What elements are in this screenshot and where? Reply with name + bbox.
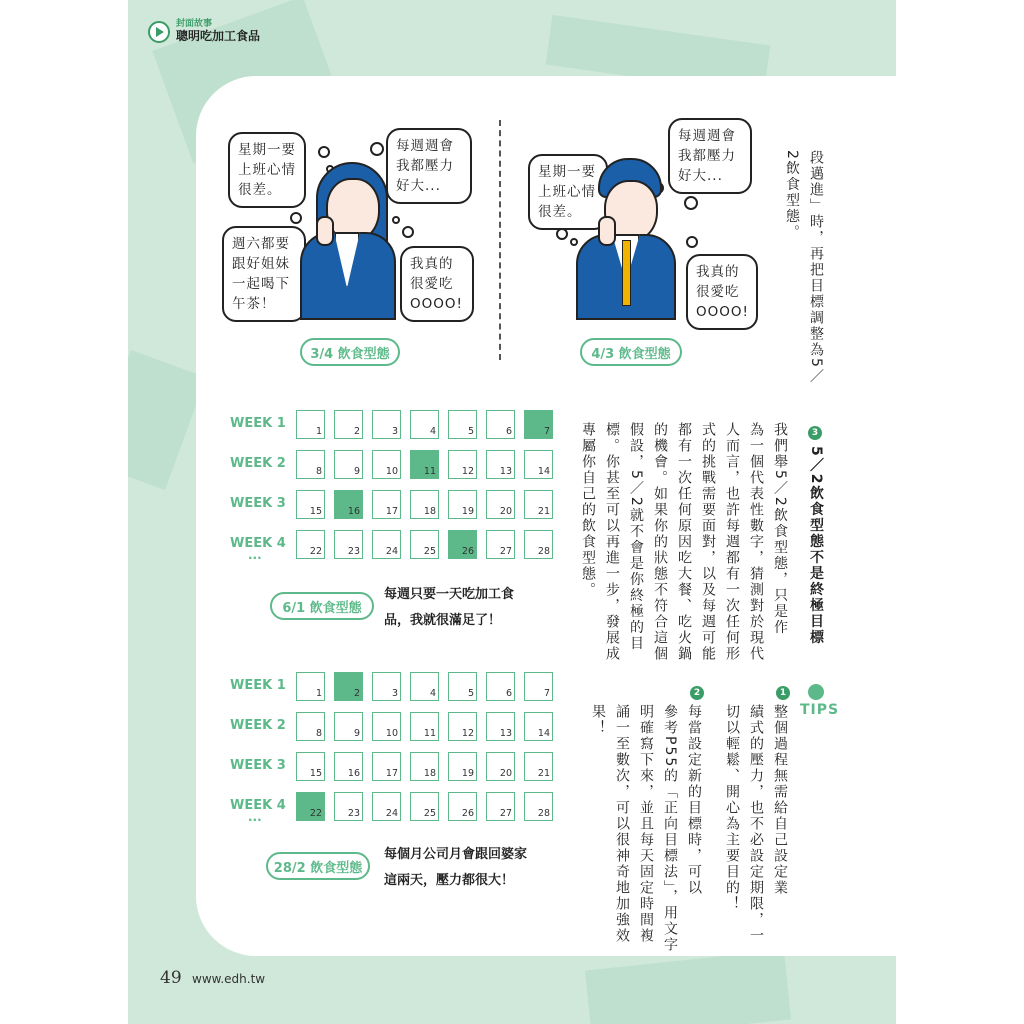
body-text-column: 績式的壓力，也不必設定期限，一 [748, 704, 764, 944]
calendar-day-cell [448, 712, 477, 741]
thought-dot [402, 226, 414, 238]
tips-icon [808, 684, 824, 700]
section-header [148, 20, 260, 43]
day-number: 4 [429, 688, 436, 699]
thought-dot [684, 196, 698, 210]
day-number: 6 [505, 688, 512, 699]
thought-dot [318, 146, 330, 158]
calendar-day-cell [524, 672, 553, 701]
thought-bubble: 每週週會 我都壓力 好大... [386, 128, 472, 204]
week-label: WEEK 1 [230, 416, 286, 431]
footer-url: www.edh.tw [192, 972, 266, 986]
calendar-day-cell [334, 450, 363, 479]
calendar-day-cell [448, 752, 477, 781]
day-number: 1 [315, 688, 322, 699]
week-ellipsis: ... [248, 548, 262, 562]
decor-shape [128, 350, 206, 490]
calendar-day-cell [486, 410, 515, 439]
point-title: 5／2飲食型態不是終極目標 [808, 446, 824, 646]
thought-bubble: 星期一要 上班心情 很差。 [228, 132, 306, 208]
pill-4-3: 4/3 飲食型態 [580, 338, 682, 366]
body-text-column: 人而言，也許每週都有一次任何形 [724, 422, 740, 662]
calendar-day-cell [448, 672, 477, 701]
body-text-column: 段邁進」時，再把目標調整為5／ [808, 150, 824, 385]
day-number: 12 [461, 728, 474, 739]
week-label: WEEK 2 [230, 718, 286, 733]
day-number: 10 [385, 466, 398, 477]
day-number: 15 [309, 768, 322, 779]
day-number: 20 [499, 506, 512, 517]
week-label: WEEK 3 [230, 758, 286, 773]
week-ellipsis: ... [248, 810, 262, 824]
calendar-day-cell [448, 450, 477, 479]
calendar-day-cell [372, 490, 401, 519]
body-text-column: 為一個代表性數字，猜測對於現代 [748, 422, 764, 662]
body-text-column: 2飲食型態。 [784, 150, 800, 241]
day-number: 28 [537, 546, 550, 557]
day-number: 22 [309, 546, 322, 557]
day-number: 17 [385, 768, 398, 779]
pill-6-1: 6/1 飲食型態 [270, 592, 374, 620]
header-title: 聰明吃加工食品 [176, 28, 261, 43]
day-number: 13 [499, 466, 512, 477]
week-label: WEEK 4 [230, 536, 286, 551]
body-text-column: 式的挑戰需要面對，以及每週可能 [700, 422, 716, 662]
day-number: 17 [385, 506, 398, 517]
day-number: 2 [353, 426, 360, 437]
day-number: 8 [315, 466, 322, 477]
day-number: 9 [353, 466, 360, 477]
day-number: 14 [537, 466, 550, 477]
day-number: 16 [347, 506, 360, 517]
calendar-day-cell [372, 752, 401, 781]
calendar-day-cell [524, 410, 553, 439]
calendar-day-cell [372, 410, 401, 439]
calendar-day-cell [410, 490, 439, 519]
week-label: WEEK 2 [230, 456, 286, 471]
thought-dot [370, 142, 384, 156]
header-kicker: 封面故事 [176, 19, 213, 29]
calendar-day-cell [296, 712, 325, 741]
pill-3-4: 3/4 飲食型態 [300, 338, 400, 366]
body-text-column: 標。你甚至可以再進一步，發展成 [604, 422, 620, 662]
week-label: WEEK 1 [230, 678, 286, 693]
calendar-day-cell [524, 490, 553, 519]
calendar-day-cell [334, 752, 363, 781]
calendar-day-cell [410, 530, 439, 559]
day-number: 23 [347, 808, 360, 819]
day-number: 26 [461, 808, 474, 819]
calendar-day-cell [372, 712, 401, 741]
calendar-day-cell [296, 490, 325, 519]
day-number: 22 [309, 808, 322, 819]
day-number: 28 [537, 808, 550, 819]
play-icon [148, 21, 170, 43]
day-number: 18 [423, 506, 436, 517]
calendar-day-cell [410, 450, 439, 479]
day-number: 12 [461, 466, 474, 477]
day-number: 23 [347, 546, 360, 557]
calendar-day-cell [296, 792, 325, 821]
calendar-day-cell [334, 712, 363, 741]
body-text-column: 切以輕鬆、開心為主要目的！ [724, 704, 740, 912]
day-number: 3 [391, 688, 398, 699]
day-number: 20 [499, 768, 512, 779]
calendar-day-cell [524, 792, 553, 821]
thought-dot [686, 236, 698, 248]
calendar-day-cell [410, 410, 439, 439]
day-number: 5 [467, 426, 474, 437]
day-number: 4 [429, 426, 436, 437]
calendar-day-cell [334, 792, 363, 821]
calendar-day-cell [372, 450, 401, 479]
calendar-day-cell [448, 792, 477, 821]
calendar-day-cell [524, 712, 553, 741]
day-number: 19 [461, 506, 474, 517]
day-number: 16 [347, 768, 360, 779]
tip-number-badge: 1 [776, 686, 790, 700]
day-number: 21 [537, 768, 550, 779]
day-number: 21 [537, 506, 550, 517]
calendar-day-cell [524, 450, 553, 479]
calendar-day-cell [372, 672, 401, 701]
woman-illustration [296, 160, 400, 320]
day-number: 24 [385, 546, 398, 557]
body-text-column: 誦一至數次，可以很神奇地加強效 [614, 704, 630, 944]
calendar-day-cell [486, 712, 515, 741]
day-number: 6 [505, 426, 512, 437]
calendar-day-cell [372, 792, 401, 821]
calendar-day-cell [486, 450, 515, 479]
day-number: 25 [423, 808, 436, 819]
day-number: 10 [385, 728, 398, 739]
day-number: 3 [391, 426, 398, 437]
calendar-day-cell [334, 530, 363, 559]
day-number: 26 [461, 546, 474, 557]
body-text-column: 的機會。如果你的狀態不符合這個 [652, 422, 668, 662]
day-number: 11 [423, 466, 436, 477]
point-number-badge: 3 [808, 426, 822, 440]
calendar-day-cell [410, 792, 439, 821]
calendar-day-cell [296, 530, 325, 559]
day-number: 14 [537, 728, 550, 739]
calendar-day-cell [372, 530, 401, 559]
day-number: 2 [353, 688, 360, 699]
thought-bubble: 週六都要 跟好姐妹 一起喝下 午茶！ [222, 226, 306, 322]
calendar-day-cell [296, 752, 325, 781]
day-number: 7 [543, 426, 550, 437]
day-number: 9 [353, 728, 360, 739]
calendar-day-cell [524, 530, 553, 559]
thought-dot [556, 228, 568, 240]
note-line: 這兩天，壓力都很大！ [384, 873, 515, 888]
calendar-day-cell [448, 490, 477, 519]
body-text-column: 專屬你自己的飲食型態。 [580, 422, 596, 598]
day-number: 13 [499, 728, 512, 739]
calendar-day-cell [334, 490, 363, 519]
day-number: 27 [499, 546, 512, 557]
calendar-note [384, 842, 527, 894]
day-number: 27 [499, 808, 512, 819]
day-number: 11 [423, 728, 436, 739]
calendar-day-cell [410, 752, 439, 781]
thought-bubble: 星期一要 上班心情 很差。 [528, 154, 608, 230]
man-illustration [574, 156, 678, 320]
calendar-note [384, 582, 514, 634]
note-line: 品，我就很滿足了！ [384, 613, 502, 628]
day-number: 24 [385, 808, 398, 819]
tip-number-badge: 2 [690, 686, 704, 700]
day-number: 7 [543, 688, 550, 699]
day-number: 15 [309, 506, 322, 517]
thought-bubble: 我真的 很愛吃 OOOO! [400, 246, 474, 322]
body-text-column: 整個過程無需給自己設定業 [772, 704, 788, 896]
note-line: 每個月公司月會跟回婆家 [384, 847, 528, 862]
body-text-column: 都有一次任何原因吃大餐、吃火鍋 [676, 422, 692, 662]
week-label: WEEK 3 [230, 496, 286, 511]
body-text-column: 假設，5／2就不會是你終極的目 [628, 422, 644, 652]
thought-bubble: 每週週會 我都壓力 好大... [668, 118, 752, 194]
thought-bubble: 我真的 很愛吃 OOOO! [686, 254, 758, 330]
calendar-day-cell [296, 450, 325, 479]
body-text-column: 明確寫下來，並且每天固定時間複 [638, 704, 654, 944]
calendar-day-cell [410, 712, 439, 741]
pill-28-2: 28/2 飲食型態 [266, 852, 370, 880]
calendar-day-cell [296, 410, 325, 439]
body-text-column: 每當設定新的目標時，可以 [686, 704, 702, 896]
page-number: 49 [160, 968, 182, 988]
body-text-column: 果！ [590, 704, 606, 736]
calendar-day-cell [448, 410, 477, 439]
day-number: 25 [423, 546, 436, 557]
dashed-divider [499, 120, 501, 360]
week-label: WEEK 4 [230, 798, 286, 813]
body-text-column: 參考P55的「正向目標法」，用文字 [662, 704, 678, 954]
decor-shape [585, 950, 791, 1024]
day-number: 5 [467, 688, 474, 699]
calendar-day-cell [296, 672, 325, 701]
day-number: 1 [315, 426, 322, 437]
calendar-day-cell [410, 672, 439, 701]
calendar-day-cell [334, 672, 363, 701]
calendar-day-cell [486, 672, 515, 701]
body-text-column: 我們舉5／2飲食型態，只是作 [772, 422, 788, 636]
calendar-day-cell [486, 792, 515, 821]
day-number: 18 [423, 768, 436, 779]
day-number: 8 [315, 728, 322, 739]
day-number: 19 [461, 768, 474, 779]
note-line: 每週只要一天吃加工食 [384, 587, 515, 602]
tips-label: TIPS [800, 702, 840, 718]
calendar-day-cell [486, 530, 515, 559]
calendar-day-cell [486, 752, 515, 781]
calendar-day-cell [448, 530, 477, 559]
calendar-day-cell [486, 490, 515, 519]
calendar-day-cell [334, 410, 363, 439]
calendar-day-cell [524, 752, 553, 781]
